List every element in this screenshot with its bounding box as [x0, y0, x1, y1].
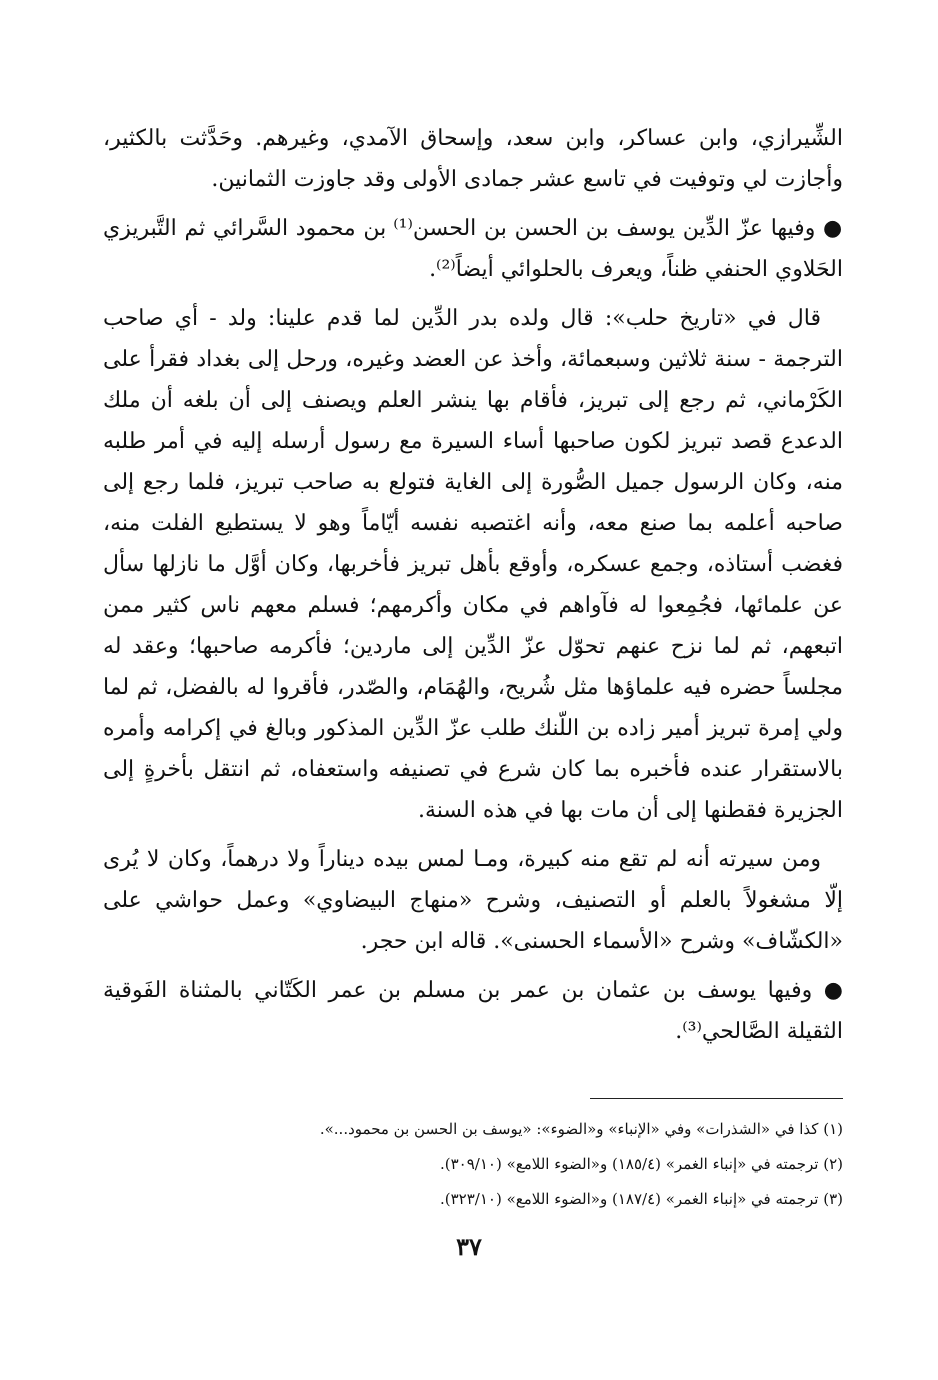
paragraph-biography-yusuf-hasan: ● وفيها عزّ الدِّين يوسف بن الحسن بن الحسن⁽¹⁾ بن محمود السَّرائي ثم التَّبريزي الحَلاوي الحنفي ظناً، ويعرف بالحلوائي أيضاً⁽²⁾.: [103, 216, 843, 282]
paragraph-biography-conduct: ومن سيرته أنه لم تقع منه كبيرة، ومـا لمس بيده ديناراً ولا درهماً، وكان لا يُرى إلّا مشغولاً بالعلم أو التصنيف، وشرح «منهاج البيضاوي» وعمل حواشي على «الكشّاف» وشرح «الأسماء الحسنى». قاله ابن حجر.: [103, 847, 843, 954]
footnote-3: (٣) ترجمته في «إنباء الغمر» (١٨٧/٤) و«الضوء اللامع» (٣٢٣/١٠).: [440, 1190, 843, 1208]
page-number: ٣٧: [456, 1232, 482, 1261]
paragraph-biography-yusuf-uthman: ● وفيها يوسف بن عثمان بن عمر بن مسلم بن عمر الكَتّاني بالمثناة الفَوقية الثقيلة الصَّالحي⁽³⁾.: [103, 978, 843, 1044]
main-text-block: [103, 118, 843, 1060]
paragraph-continuation: الشِّيرازي، وابن عساكر، وابن سعد، وإسحاق الآمدي، وغيرهم. وحَدَّثت بالكثير، وأجازت لي وتوفيت في تاسع عشر جمادى الأولى وقد جاوزت الثمانين.: [103, 126, 843, 192]
footnote-separator: [590, 1098, 843, 1099]
footnotes-block: [150, 1112, 843, 1217]
footnote-1: (١) كذا في «الشذرات» وفي «الإنباء» و«الضوء»: «يوسف بن الحسن بن محمود...».: [319, 1120, 843, 1138]
paragraph-tarikh-halab-quote: قال في «تاريخ حلب»: قال ولده بدر الدِّين لما قدم علينا: ولد - أي صاحب الترجمة - سنة ثلاثين وسبعمائة، وأخذ عن العضد وغيره، ورحل إلى بغداد فقرأ على الكَرْماني، ثم رجع إلى تبريز، فأقام بها ينشر العلم ويصنف إلى أن بلغه أن ملك الدعدع قصد تبريز لكون صاحبها أساء السيرة مع رسول أرسله إليه في أمر طلبه منه، وكان الرسول جميل الصُّورة إلى الغاية فتولع به صاحب تبريز، فلما رجع إلى صاحبه أعلمه بما صنع معه، وأنه اغتصبه نفسه أيّاماً وهو لا يستطيع الفلت منه، فغضب أستاذه، وجمع عسكره، وأوقع بأهل تبريز فأخربها، وكان أوَّل ما نازلها سأل عن علمائها، فجُمِعوا له فآواهم في مكان وأكرمهم؛ فسلم معهم ناس كثير ممن اتبعهم، ثم لما نزح عنهم تحوّل عزّ الدِّين إلى ماردين؛ فأكرمه صاحبها؛ وعقد له مجلساً حضره فيه علماؤها مثل شُريح، والهُمَام، والصّدر، فأقروا له بالفضل، ثم لما ولي إمرة تبريز أمير زاده بن اللّنك طلب عزّ الدِّين المذكور وبالغ في إكرامه وأمره بالاستقرار عنده فأخبره بما كان شرع في تصنيفه واستعفاه، ثم انتقل بأخرةٍ إلى الجزيرة فقطنها إلى أن مات بها في هذه السنة.: [103, 306, 843, 823]
footnote-2: (٢) ترجمته في «إنباء الغمر» (١٨٥/٤) و«الضوء اللامع» (٣٠٩/١٠).: [440, 1155, 843, 1173]
